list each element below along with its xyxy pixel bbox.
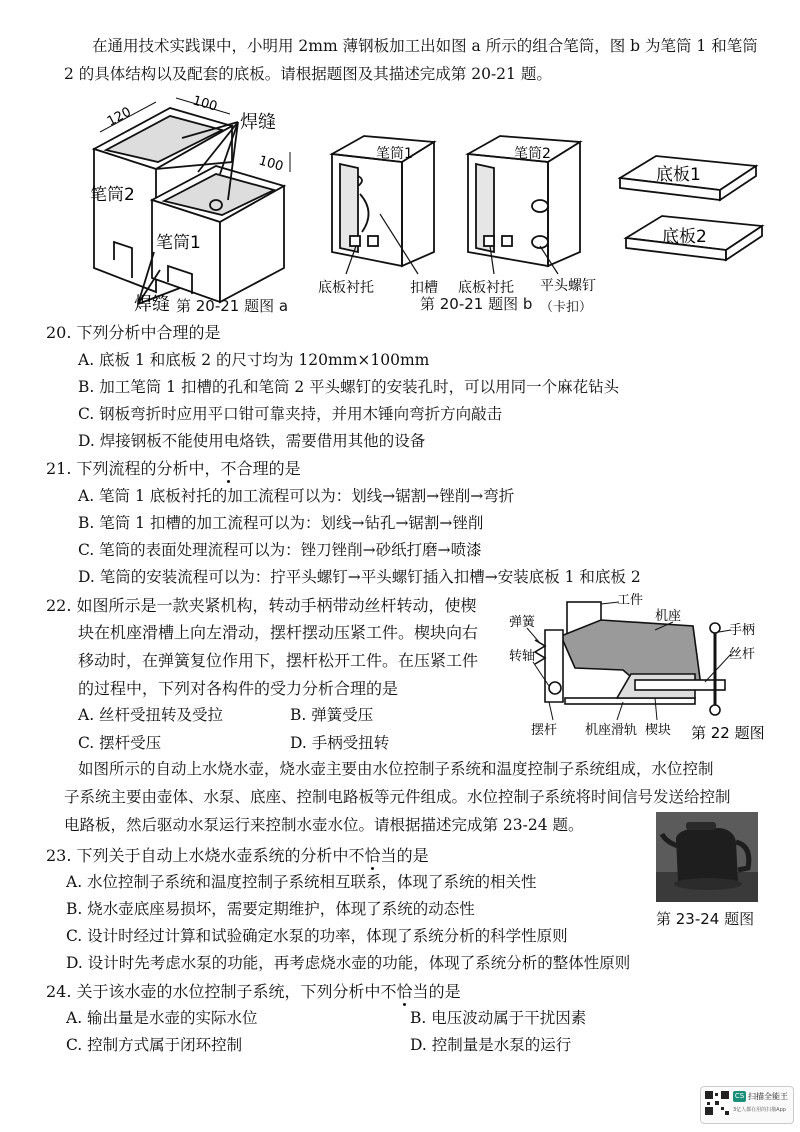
q21-option-c: C. 笔筒的表面处理流程可以为：锉刀锉削→砂纸打磨→喷漆 — [78, 541, 482, 559]
q23-option-b: B. 烧水壶底座易损坏，需要定期维护，体现了系统的动态性 — [66, 900, 475, 918]
intro-line-2: 2 的具体结构以及配套的底板。请根据题图及其描述完成第 20-21 题。 — [64, 65, 552, 83]
cs-badge: CS — [734, 1092, 745, 1100]
q22-option-d: D. 手柄受扭转 — [290, 734, 390, 752]
q22-option-a: A. 丝杆受扭转及受拉 — [78, 706, 224, 724]
fig22-wedge: 楔块 — [645, 723, 672, 738]
intro-line-1: 在通用技术实践课中，小明用 2mm 薄钢板加工出如图 a 所示的组合笔筒，图 b 为笔筒 1 和笔筒 — [92, 37, 758, 55]
q21-option-a: A. 笔筒 1 底板衬托的加工流程可以为：划线→锯割→锉削→弯折 — [78, 487, 515, 505]
q23-option-c: C. 设计时经过计算和试验确定水泵的功率，体现了系统分析的科学性原则 — [66, 927, 568, 945]
q20-option-d: D. 焊接钢板不能使用电烙铁，需要借用其他的设备 — [78, 432, 426, 450]
figure-b-clip: （卡扣） — [540, 300, 593, 315]
dim-120: 120 — [104, 104, 134, 130]
watermark-title: 扫描全能王 — [748, 1092, 788, 1101]
q20-option-c: C. 钢板弯折时应用平口钳可靠夹持，并用木锤向弯折方向敲击 — [78, 405, 503, 423]
q23-option-d: D. 设计时先考虑水泵的功能，再考虑烧水壶的功能，体现了系统分析的整体性原则 — [66, 954, 631, 972]
kettle-intro-line-2: 子系统主要由壶体、水泵、底座、控制电路板等元件组成。水位控制子系统将时间信号发送给控制 — [64, 788, 731, 806]
fig-b-tube2: 笔筒2 — [514, 146, 551, 162]
q20-stem: 20. 下列分析中合理的是 — [46, 323, 221, 342]
tube1-label: 笔筒1 — [156, 233, 201, 253]
figure-b-caption: 第 20-21 题图 b — [420, 295, 533, 313]
q24-option-b: B. 电压波动属于干扰因素 — [410, 1009, 587, 1027]
fig-b-slot: 扣槽 — [410, 280, 438, 296]
q24-option-a: A. 输出量是水壶的实际水位 — [66, 1009, 258, 1027]
q21-stem: 21. 下列流程的分析中，不合理的是 — [46, 459, 301, 478]
fig22-spring: 弹簧 — [509, 615, 536, 630]
tube2-label: 笔筒2 — [90, 185, 135, 205]
weld-label-top: 焊缝 — [240, 112, 276, 133]
q23-option-a: A. 水位控制子系统和温度控制子系统相互联系，体现了系统的相关性 — [66, 873, 537, 891]
figure-a-caption: 第 20-21 题图 a — [176, 297, 289, 315]
fig22-base: 机座 — [655, 609, 682, 624]
q24-stem: 24. 关于该水壶的水位控制子系统，下列分析中不恰当的是 — [46, 982, 461, 1001]
q23-stem: 23. 下列关于自动上水烧水壶系统的分析中不恰当的是 — [46, 846, 429, 865]
q24-option-d: D. 控制量是水泵的运行 — [410, 1036, 572, 1054]
q22-line-1: 22. 如图所示是一款夹紧机构，转动手柄带动丝杆转动，使楔 — [46, 596, 477, 615]
q23-emphasis: 不恰当 — [348, 846, 397, 865]
q22-line-3: 移动时，在弹簧复位作用下，摆杆松开工件。在压紧工件 — [78, 651, 479, 670]
q22-option-b: B. 弹簧受压 — [290, 706, 374, 724]
fig-b-screw: 平头螺钉 — [540, 278, 596, 294]
fig22-pivot: 转轴 — [509, 649, 536, 664]
qr-code-icon — [704, 1090, 730, 1116]
fig22-lever: 摆杆 — [531, 723, 558, 738]
fig22-workpiece: 工件 — [617, 593, 644, 608]
q20-option-b: B. 加工笔筒 1 扣槽的孔和笔筒 2 平头螺钉的安装孔时，可以用同一个麻花钻头 — [78, 378, 620, 396]
fig-b-support-1: 底板衬托 — [318, 280, 374, 296]
fig-b-tube1: 笔筒1 — [376, 146, 413, 162]
fig22-handle: 手柄 — [729, 623, 756, 638]
kettle-intro-line-1: 如图所示的自动上水烧水壶，烧水壶主要由水位控制子系统和温度控制子系统组成，水位控制 — [78, 760, 714, 778]
weld-label-bottom: 焊缝 — [134, 294, 170, 314]
base-plate-2: 底板2 — [662, 227, 707, 247]
q21-option-d: D. 笔筒的安装流程可以为：拧平头螺钉→平头螺钉插入扣槽→安装底板 1 和底板 2 — [78, 568, 641, 586]
figure-a-pen-holder — [80, 92, 320, 314]
q22-line-4: 的过程中，下列对各构件的受力分析合理的是 — [78, 679, 399, 698]
q21-emphasis: 不 — [220, 459, 237, 478]
kettle-photo — [656, 812, 758, 902]
q24-emphasis: 不恰当 — [380, 982, 429, 1001]
watermark-subtitle: 3亿人都在用的扫描App — [733, 1107, 786, 1113]
dim-100-right: 100 — [256, 153, 285, 175]
fig22-screw-rod: 丝杆 — [729, 647, 756, 662]
base-plate-1: 底板1 — [656, 165, 701, 185]
fig-b-support-2: 底板衬托 — [458, 280, 514, 296]
figure-b-structure — [318, 124, 618, 320]
q20-option-a: A. 底板 1 和底板 2 的尺寸均为 120mm×100mm — [78, 351, 430, 369]
q22-line-2: 块在机座滑槽上向左滑动，摆杆摆动压紧工件。楔块向右 — [78, 623, 479, 642]
fig22-rail: 机座滑轨 — [585, 723, 638, 738]
dim-100-top: 100 — [190, 93, 219, 115]
figure-22-clamp — [505, 590, 775, 750]
kettle-intro-line-3: 电路板，然后驱动水泵运行来控制水壶水位。请根据描述完成第 23-24 题。 — [64, 816, 584, 834]
q22-option-c: C. 摆杆受压 — [78, 734, 162, 752]
base-plates — [616, 150, 766, 274]
kettle-caption: 第 23-24 题图 — [656, 910, 755, 928]
q21-option-b: B. 笔筒 1 扣槽的加工流程可以为：划线→钻孔→锯割→锉削 — [78, 514, 484, 532]
fig22-caption: 第 22 题图 — [691, 724, 765, 742]
scanner-watermark — [700, 1086, 794, 1124]
q24-option-c: C. 控制方式属于闭环控制 — [66, 1036, 243, 1054]
